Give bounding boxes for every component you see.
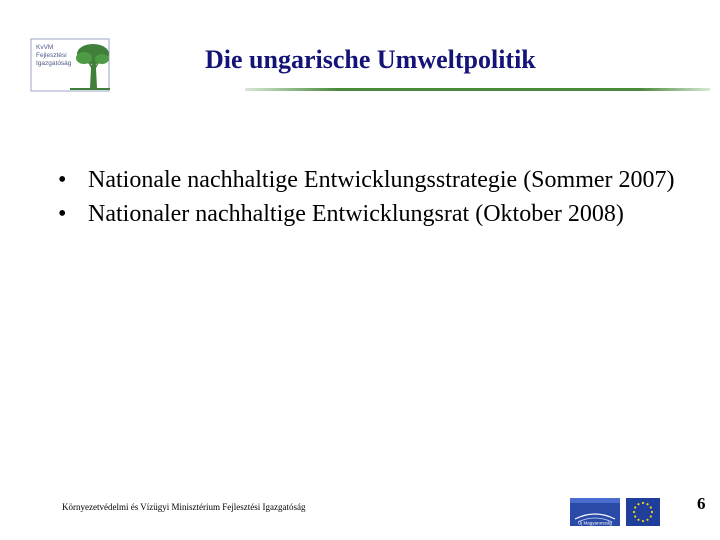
logo-text	[36, 44, 71, 68]
list-item	[58, 199, 678, 229]
slide-title: Die ungarische Umweltpolitik	[205, 45, 536, 74]
footer-flags	[570, 497, 662, 532]
bullet-marker: •	[58, 201, 67, 227]
bullet-marker: •	[58, 167, 67, 193]
bullet-text: Nationaler nachhaltige Entwicklungsrat (Oktober 2008)	[88, 201, 624, 227]
eu-flags-icon	[570, 497, 662, 527]
title-underline	[245, 88, 710, 91]
logo-line-1: KvVM	[36, 44, 54, 51]
bullet-text: Nationale nachhaltige Entwicklungsstrategie (Sommer 2007)	[88, 167, 675, 193]
bullet-list	[58, 165, 678, 233]
page-number: 6	[697, 494, 706, 513]
list-item	[58, 165, 678, 195]
badge-text: Új Magyarország	[577, 520, 613, 526]
logo-line-3: Igazgatóság	[36, 60, 72, 67]
logo-line-2: Fejlesztési	[36, 52, 67, 59]
footer-ministry-name: Környezetvédelmi és Vízügyi Minisztérium Fejlesztési Igazgatóság	[62, 502, 306, 512]
